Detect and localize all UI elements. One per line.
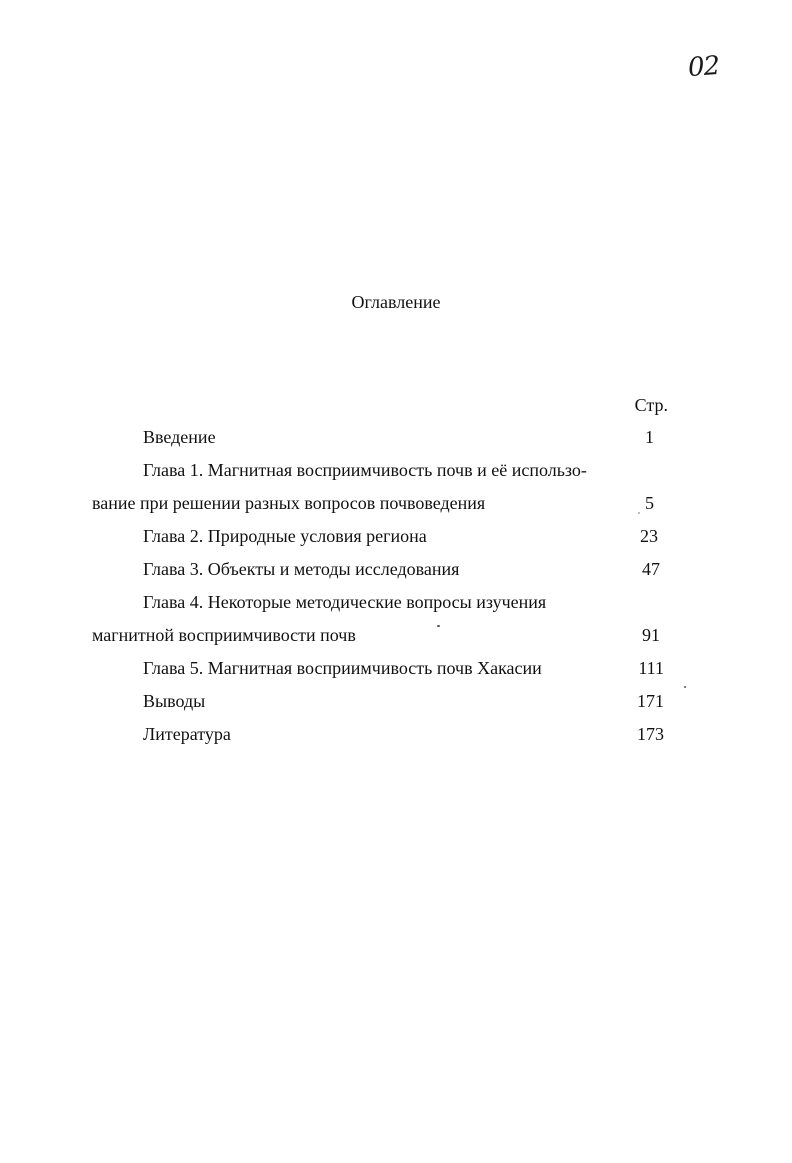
toc-page-references: 173 xyxy=(637,724,664,744)
toc-page-chapter-2: 23 xyxy=(640,526,658,546)
toc-entry-chapter-5: Глава 5. Магнитная восприимчивость почв Хакасии xyxy=(143,658,542,678)
toc-entry-chapter-4-line1: Глава 4. Некоторые методические вопросы изучения xyxy=(143,592,547,612)
toc-entry-introduction: Введение xyxy=(143,427,216,447)
toc-entry-conclusions: Выводы xyxy=(143,691,206,711)
toc-page-chapter-3: 47 xyxy=(642,559,660,579)
scan-speck xyxy=(638,512,640,514)
toc-title: Оглавление xyxy=(351,292,441,312)
toc-entry-chapter-1-line1: Глава 1. Магнитная восприимчивость почв и её использо- xyxy=(143,460,587,480)
toc-entry-chapter-2: Глава 2. Природные условия региона xyxy=(143,526,427,546)
toc-page-conclusions: 171 xyxy=(637,691,664,711)
toc-entry-chapter-4-line2: магнитной восприимчивости почв xyxy=(92,625,356,645)
page-column-header: Стр. xyxy=(634,395,668,415)
toc-entry-references: Литература xyxy=(143,724,231,744)
toc-page-introduction: 1 xyxy=(645,427,654,447)
toc-page-chapter-1: 5 xyxy=(645,493,654,513)
scan-speck xyxy=(684,686,686,688)
toc-page-chapter-4: 91 xyxy=(642,625,660,645)
toc-entry-chapter-3: Глава 3. Объекты и методы исследования xyxy=(143,559,460,579)
handwritten-page-mark: 02 xyxy=(686,50,721,84)
scan-speck xyxy=(437,625,440,627)
toc-page-chapter-5: 111 xyxy=(638,658,664,678)
toc-entry-chapter-1-line2: вание при решении разных вопросов почвоведения xyxy=(92,493,486,513)
